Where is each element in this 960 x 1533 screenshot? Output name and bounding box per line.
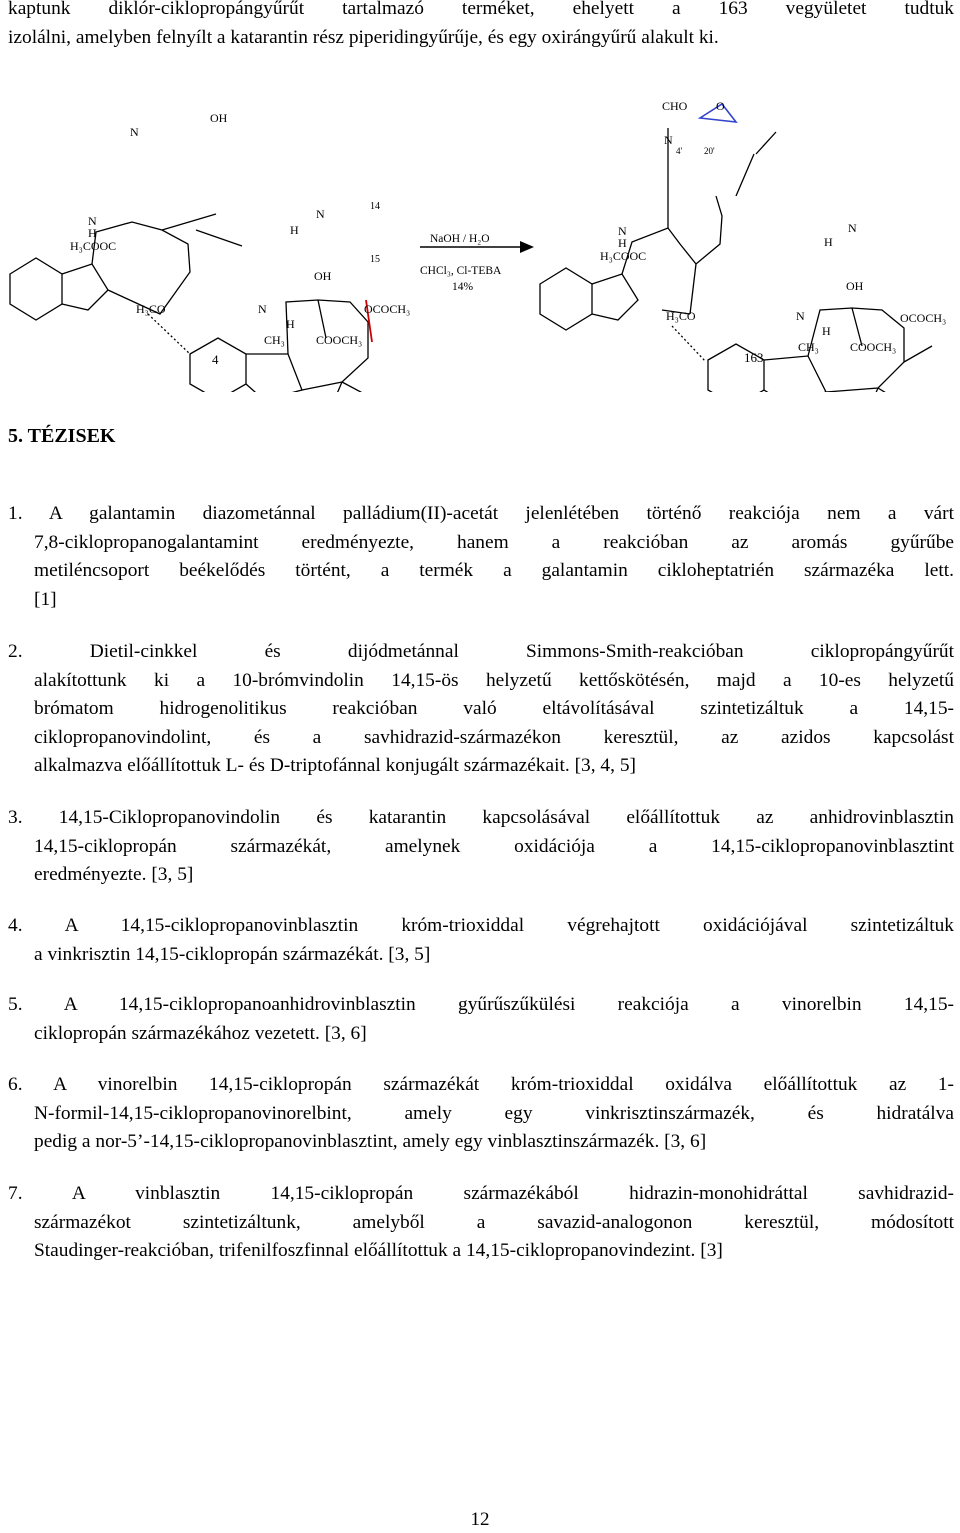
label-pos-14: 14 xyxy=(370,201,380,212)
label-h3cooc: H₃COOC xyxy=(600,249,647,263)
thesis-number: 2. xyxy=(8,641,23,662)
label-pos-15: 15 xyxy=(370,254,380,265)
label-cooch3: COOCH₃ xyxy=(316,333,363,347)
label-h: H xyxy=(822,324,831,338)
label-ch3: CH₃ xyxy=(798,340,819,354)
label-n: N xyxy=(130,125,139,139)
thesis-number: 3. xyxy=(8,807,23,828)
thesis-text: 14,15-Ciklopropanovindolin és katarantin kapcsolásával előállítottuk az anhidrovinblasztin xyxy=(58,807,954,828)
thesis-text: Dietil-cinkkel és dijódmetánnal Simmons-Smith-reakcióban ciklopropángyűrűt xyxy=(89,641,954,662)
reagent-mid: CHCl₃, Cl-TEBA xyxy=(420,265,502,277)
thesis-item-3 xyxy=(8,804,954,890)
label-h: H xyxy=(286,317,295,331)
label-h: H xyxy=(290,223,299,237)
label-cho: CHO xyxy=(662,99,688,113)
reagent-top: NaOH / H₂O xyxy=(430,233,490,245)
thesis-item-2 xyxy=(8,638,954,781)
thesis-line: metiléncsoport beékelődés történt, a termék a galantamin cikloheptatrién származéka lett. xyxy=(34,560,954,581)
thesis-line xyxy=(8,500,954,529)
thesis-line: eredményezte. [3, 5] xyxy=(34,864,194,885)
thesis-line: alkalmazva előállítottuk L- és D-triptofánnal konjugált származékait. [3, 4, 5] xyxy=(34,755,636,776)
label-n: N xyxy=(796,309,805,323)
thesis-number: 4. xyxy=(8,915,23,936)
thesis-item-1 xyxy=(8,500,954,614)
thesis-number: 5. xyxy=(8,994,23,1015)
label-oh: OH xyxy=(314,269,332,283)
thesis-item-7 xyxy=(8,1180,954,1266)
intro-paragraph xyxy=(8,0,954,52)
intro-line-1: kaptunk diklór-ciklopropángyűrűt tartalmazó terméket, ehelyett a 163 vegyületet tudtuk xyxy=(8,0,954,19)
label-pos-4p: 4' xyxy=(676,146,683,156)
label-h: H xyxy=(88,226,97,240)
compound-number-4: 4 xyxy=(212,352,219,367)
label-pos-20p: 20' xyxy=(704,146,715,156)
label-cooch3: COOCH₃ xyxy=(850,340,897,354)
label-ococh3: OCOCH₃ xyxy=(900,311,947,325)
page-number: 12 xyxy=(470,1509,490,1530)
label-n: N xyxy=(848,221,857,235)
thesis-line: alakítottunk ki a 10-brómvindolin 14,15-ös helyzetű kettőskötésén, majd a 10-es helyzetű xyxy=(34,669,954,691)
label-n: N xyxy=(316,207,325,221)
thesis-text: A vinblasztin 14,15-ciklopropán származékából hidrazin-monohidráttal savhidrazid- xyxy=(71,1183,954,1204)
thesis-line: 14,15-ciklopropán származékát, amelynek oxidációja a 14,15-ciklopropanovinblasztint xyxy=(34,835,954,857)
label-h3co: H₃CO xyxy=(136,302,166,316)
label-o: O xyxy=(716,99,725,113)
thesis-item-4 xyxy=(8,912,954,969)
thesis-item-5 xyxy=(8,991,954,1048)
reagent-bottom: 14% xyxy=(452,281,474,293)
thesis-line: Staudinger-reakcióban, trifenilfoszfinnal előállítottuk a 14,15-ciklopropanovindezint. [3] xyxy=(34,1240,723,1261)
thesis-line: a vinkrisztin 14,15-ciklopropán származékát. [3, 5] xyxy=(34,943,431,965)
reaction-scheme xyxy=(0,92,960,392)
label-h3co: H₃CO xyxy=(666,309,696,323)
label-n: N xyxy=(664,133,673,147)
label-ococh3: OCOCH₃ xyxy=(364,302,411,316)
thesis-text: A 14,15-ciklopropanovinblasztin króm-trioxiddal végrehajtott oxidációjával szintetizáltuk xyxy=(64,915,954,936)
label-h3cooc: H₃COOC xyxy=(70,239,117,253)
compound-number-163: 163 xyxy=(744,350,764,365)
thesis-line: brómatom hidrogenolitikus reakcióban való eltávolításával szintetizáltuk a 14,15- xyxy=(34,698,954,719)
label-n: N xyxy=(618,224,627,238)
thesis-line xyxy=(8,1071,954,1100)
thesis-line xyxy=(8,912,954,941)
thesis-number: 1. xyxy=(8,503,23,524)
reactant-labels xyxy=(70,111,410,367)
thesis-item-6 xyxy=(8,1071,954,1157)
thesis-line: ciklopropanovindolint, és a savhidrazid-származékon keresztül, az azidos kapcsolást xyxy=(34,726,954,748)
label-h: H xyxy=(824,235,833,249)
thesis-text: A vinorelbin 14,15-ciklopropán származékát króm-trioxiddal oxidálva előállítottuk az 1- xyxy=(53,1074,954,1095)
label-oh: OH xyxy=(846,279,864,293)
thesis-line: N-formil-14,15-ciklopropanovinorelbint, amely egy vinkrisztinszármazék, és hidratálva xyxy=(34,1102,954,1124)
thesis-line xyxy=(8,1180,954,1209)
thesis-line: ciklopropán származékához vezetett. [3, 6] xyxy=(34,1022,367,1044)
section-heading: 5. TÉZISEK xyxy=(8,425,116,447)
thesis-line: 7,8-ciklopropanogalantamint eredményezte, hanem a reakcióban az aromás gyűrűbe xyxy=(34,531,954,553)
thesis-line: származékot szintetizáltunk, amelyből a savazid-analogonon keresztül, módosított xyxy=(34,1211,954,1233)
label-n: N xyxy=(258,302,267,316)
thesis-line: pedig a nor-5’-14,15-ciklopropanovinblasztint, amely egy vinblasztinszármazék. [3, 6] xyxy=(34,1131,707,1152)
label-ch3: CH₃ xyxy=(264,333,285,347)
product-labels xyxy=(600,99,946,365)
thesis-line xyxy=(8,991,954,1020)
thesis-text: A 14,15-ciklopropanoanhidrovinblasztin gyűrűszűkülési reakciója a vinorelbin 14,15- xyxy=(63,994,954,1015)
thesis-line xyxy=(8,638,954,667)
thesis-text: A galantamin diazometánnal palládium(II)-acetát jelenlétében történő reakciója nem a várt xyxy=(48,503,954,524)
thesis-number: 6. xyxy=(8,1074,23,1095)
label-oh: OH xyxy=(210,111,228,125)
reaction-arrow xyxy=(420,233,534,293)
thesis-line xyxy=(8,804,954,833)
thesis-number: 7. xyxy=(8,1183,23,1204)
label-h: H xyxy=(618,236,627,250)
intro-line-2: izolálni, amelyben felnyílt a katarantin rész piperidingyűrűje, és egy oxirángyűrű alakult ki. xyxy=(8,26,719,48)
reactant-structure-4 xyxy=(10,214,372,392)
label-n: N xyxy=(88,214,97,228)
thesis-line: [1] xyxy=(34,588,57,610)
